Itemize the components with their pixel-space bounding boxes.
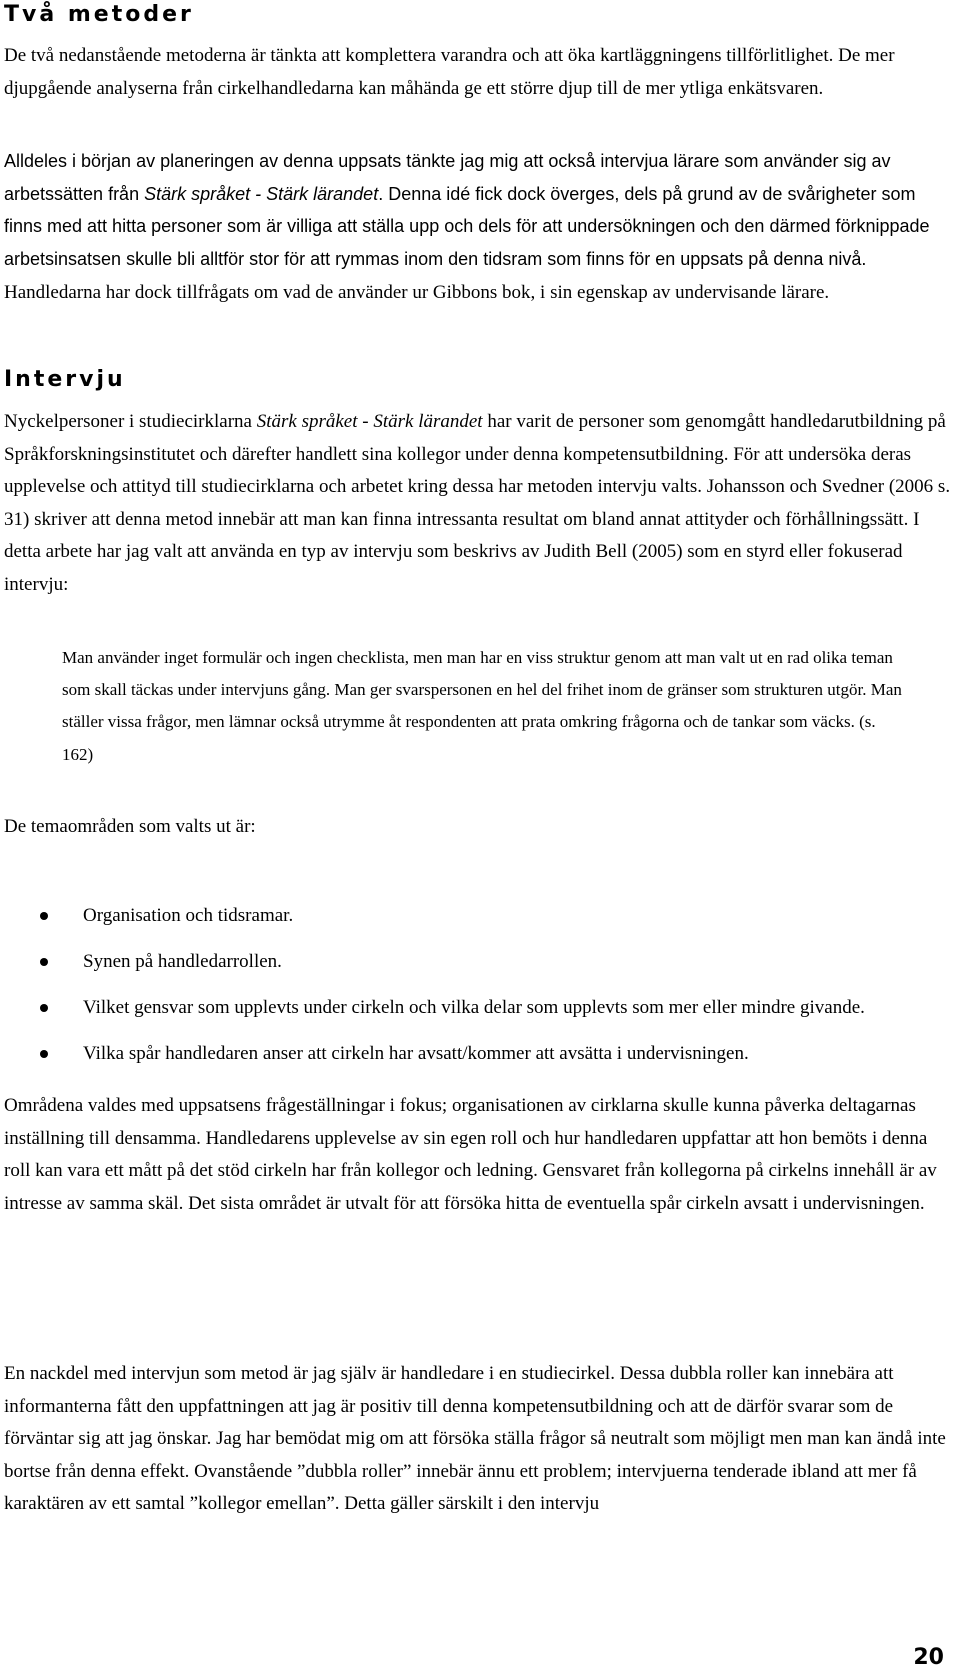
bullet-icon bbox=[40, 1004, 48, 1012]
themes-intro: De temaområden som valts ut är: bbox=[4, 816, 256, 837]
paragraph-planning-italic-title: Stärk språket - Stärk lärandet bbox=[144, 183, 379, 204]
bullet-icon bbox=[40, 1050, 48, 1058]
paragraph-interview-italic-title: Stärk språket - Stärk lärandet bbox=[256, 411, 483, 432]
paragraph-interview-text-start: Nyckelpersoner i studiecirklarna bbox=[4, 411, 257, 432]
list-item-text: Vilket gensvar som upplevts under cirkeln och vilka delar som upplevts som mer eller mindre givande. bbox=[83, 997, 865, 1018]
paragraph-interview-text-end: har varit de personer som genomgått handledarutbildning på Språkforskningsinstitutet och därefter handlett sina kollegor under denna kompetensutbildning. För att undersöka deras upplevelse och attityd till studiecirklarna och arbetet kring dessa har metoden intervju valts. Johansson och Svedner (2006 s. 31) skriver att denna metod innebär att man kan finna intressanta resultat om bland annat attityder och förhållningssätt. I detta arbete har jag valt att använda en typ av intervju som beskrivs av Judith Bell (2005) som en styrd eller fokuserad intervju: bbox=[4, 411, 951, 595]
section-heading-tva-metoder: Två metoder bbox=[4, 2, 194, 27]
section-heading-intervju: Intervju bbox=[4, 367, 126, 392]
list-item bbox=[0, 900, 956, 932]
paragraph-planning-text-start: Alldeles i början av planeringen av denna uppsats tänkte jag mig att också intervjua lärare som använder sig av arbetssätten från bbox=[4, 151, 891, 204]
list-item bbox=[0, 946, 956, 978]
list-item-text: Organisation och tidsramar. bbox=[83, 905, 294, 926]
list-item-text: Vilka spår handledaren anser att cirkeln har avsatt/kommer att avsätta i undervisningen. bbox=[83, 1043, 749, 1064]
paragraph-planning-text-end: . Denna idé fick dock överges, dels på grund av de svårigheter som finns med att hitta personer som är villiga att ställa upp och dels för att undersökningen och den därmed förknippade arbetsinsatsen skulle bli alltför stor för att rymmas inom den tidsram som finns för en uppsats på denna nivå. bbox=[4, 183, 930, 269]
block-quote: Man använder inget formulär och ingen checklista, men man har en viss struktur genom att man valt ut en rad olika teman som skall täckas under intervjuns gång. Man ger svarspersonen en hel del frihet inom de gränser som strukturen utgör. Man ställer vissa frågor, men lämnar också utrymme åt respondenten att prata omkring frågorna och de tankar som väcks. (s. 162) bbox=[62, 648, 902, 764]
list-item-text: Synen på handledarrollen. bbox=[83, 951, 282, 972]
bullet-icon bbox=[40, 912, 48, 920]
paragraph-areas: Områdena valdes med uppsatsens frågeställningar i fokus; organisationen av cirklarna skulle kunna påverka deltagarnas inställning till densamma. Handledarens upplevelse av sin egen roll och hur handledaren uppfattar att hon bemöts i denna roll kan vara ett mått på det stöd cirkeln har från kollegor och ledning. Gensvaret från kollegorna på cirkelns innehåll är av intresse av samma skäl. Det sista området är utvalt för att försöka hitta de eventuella spår cirkeln avsatt i undervisningen. bbox=[4, 1095, 937, 1214]
themes-list bbox=[0, 900, 956, 1084]
bullet-icon bbox=[40, 958, 48, 966]
paragraph-methods-intro: De två nedanstående metoderna är tänkta att komplettera varandra och att öka kartläggningens tillförlitlighet. De mer djupgående analyserna från cirkelhandledarna kan måhända ge ett större djup till de mer ytliga enkätsvaren. bbox=[4, 45, 895, 99]
list-item bbox=[0, 1038, 956, 1070]
paragraph-planning bbox=[4, 145, 952, 310]
list-item bbox=[0, 992, 956, 1024]
paragraph-planning-tail: Handledarna har dock tillfrågats om vad de använder ur Gibbons bok, i sin egenskap av undervisande lärare. bbox=[4, 282, 830, 303]
paragraph-interview-intro bbox=[4, 406, 952, 601]
paragraph-drawback: En nackdel med intervjun som metod är jag själv är handledare i en studiecirkel. Dessa dubbla roller kan innebära att informanterna fått den uppfattningen att jag är positiv till denna kompetensutbildning och att de därför svarar som de förväntar sig att jag önskar. Jag har bemödat mig om att försöka ställa frågor så neutralt som möjligt men man kan ändå inte bortse från denna effekt. Ovanstående ”dubbla roller” innebär ännu ett problem; intervjuerna tenderade ibland att mer få karaktären av ett samtal ”kollegor emellan”. Detta gäller särskilt i den intervju bbox=[4, 1363, 946, 1514]
page-number: 20 bbox=[913, 1645, 944, 1670]
